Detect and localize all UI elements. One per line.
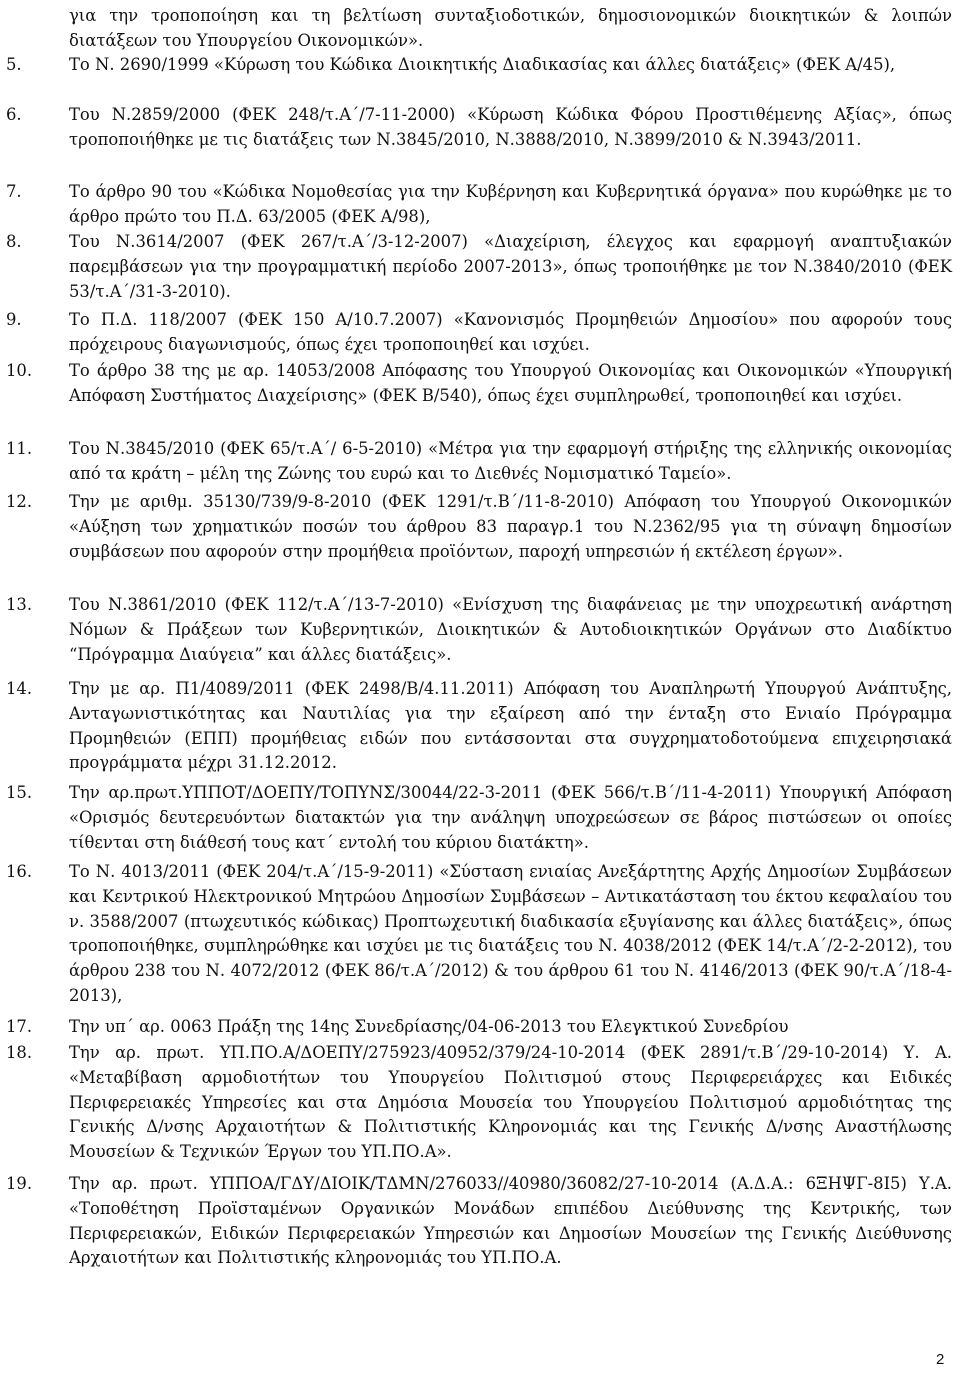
item-number: 19. [6, 1174, 33, 1193]
item-number: 5. [6, 55, 22, 74]
page-number: 2 [936, 1351, 945, 1368]
item-number: 9. [6, 310, 22, 329]
item-number: 7. [6, 182, 22, 201]
item-text: Το Π.Δ. 118/2007 (ΦΕΚ 150 Α/10.7.2007) «Κανονισμός Προμηθειών Δημοσίου» που αφορούν τους πρόχειρους διαγωνισμούς, όπως έχει τροποποιηθεί και ισχύει. [69, 310, 952, 354]
item-number: 17. [6, 1017, 33, 1036]
item-number: 10. [6, 361, 33, 380]
item-text: Το άρθρο 90 του «Κώδικα Νομοθεσίας για την Κυβέρνηση και Κυβερνητικά όργανα» που κυρώθηκε με το άρθρο πρώτο του Π.Δ. 63/2005 (ΦΕΚ Α/98), [69, 182, 952, 226]
item-text: Το Ν. 2690/1999 «Κύρωση του Κώδικα Διοικητικής Διαδικασίας και άλλες διατάξεις» (ΦΕΚ Α/45), [69, 55, 896, 74]
item-number: 11. [6, 439, 33, 458]
item-text: Του Ν.3614/2007 (ΦΕΚ 267/τ.Α΄/3-12-2007) «Διαχείριση, έλεγχος και εφαρμογή αναπτυξιακών παρεμβάσεων για την προγραμματική περίοδο 2007-2013», όπως τροποιήθηκε με τον Ν.3840/2010 (ΦΕΚ 53/τ.Α΄/31-3-2010). [69, 232, 952, 301]
item-number: 8. [6, 232, 22, 251]
item-text: Την αρ.πρωτ.ΥΠΠΟΤ/ΔΟΕΠΥ/ΤΟΠΥΝΣ/30044/22-3-2011 (ΦΕΚ 566/τ.Β΄/11-4-2011) Υπουργική Απόφαση «Ορισμός δευτερευόντων διατακτών για την ανάληψη υποχρεώσεων σε βάρος πιστώσεων οι οποίες τίθενται στη διάθεσή τους κατ΄ εντολή του κύριου διατάκτη». [69, 783, 952, 852]
item-text: Την με αριθμ. 35130/739/9-8-2010 (ΦΕΚ 1291/τ.Β΄/11-8-2010) Απόφαση του Υπουργού Οικονομικών «Αύξηση των χρηματικών ποσών του άρθρου 83 παραγρ.1 του Ν.2362/95 για τη σύναψη δημοσίων συμβάσεων που αφορούν στην προμήθεια προϊόντων, παροχή υπηρεσιών ή εκτέλεση έργων». [69, 492, 952, 561]
item-text: Την με αρ. Π1/4089/2011 (ΦΕΚ 2498/Β/4.11.2011) Απόφαση του Αναπληρωτή Υπουργού Ανάπτυξης, Ανταγωνιστικότητας και Ναυτιλίας για την εξαίρεση από την ένταξη στο Ενιαίο Πρόγραμμα Προμηθειών (ΕΠΠ) προμήθειας ειδών που εντάσσονται στα συγχρηματοδοτούμενα επιχειρησιακά προγράμματα μέχρι 31.12.2012. [69, 679, 952, 773]
item-number: 18. [6, 1043, 33, 1062]
item-number: 15. [6, 783, 33, 802]
item-number: 6. [6, 105, 22, 124]
item-text: Την υπ΄ αρ. 0063 Πράξη της 14ης Συνεδρίασης/04-06-2013 του Ελεγκτικού Συνεδρίου [69, 1017, 789, 1036]
item-text: Του Ν.2859/2000 (ΦΕΚ 248/τ.Α΄/7-11-2000) «Κύρωση Κώδικα Φόρου Προστιθέμενης Αξίας», όπως τροποποιήθηκε με τις διατάξεις των Ν.3845/2010, Ν.3888/2010, Ν.3899/2010 & Ν.3943/2011. [69, 105, 952, 149]
item-text: για την τροποποίηση και τη βελτίωση συνταξιοδοτικών, δημοσιονομικών διοικητικών & λοιπών διατάξεων του Υπουργείου Οικονομικών». [69, 6, 952, 50]
item-text: Του Ν.3845/2010 (ΦΕΚ 65/τ.Α΄/ 6-5-2010) «Μέτρα για την εφαρμογή στήριξης της ελληνικής οικονομίας από τα κράτη – μέλη της Ζώνης του ευρώ και το Διεθνές Νομισματικό Ταμείο». [69, 439, 952, 483]
item-text: Το άρθρο 38 της με αρ. 14053/2008 Απόφασης του Υπουργού Οικονομίας και Οικονομικών «Υπουργική Απόφαση Συστήματος Διαχείρισης» (ΦΕΚ Β/540), όπως έχει συμπληρωθεί, τροποποιηθεί και ισχύει. [69, 361, 952, 405]
item-number: 14. [6, 679, 33, 698]
item-text: Την αρ. πρωτ. ΥΠΠΟΑ/ΓΔΥ/ΔΙΟΙΚ/ΤΔΜΝ/276033//40980/36082/27-10-2014 (Α.Δ.Α.: 6ΞΗΨΓ-8Ι5) Υ.Α. «Τοποθέτηση Προϊσταμένων Οργανικών Μονάδων επιπέδου Διεύθυνσης της Κεντρικής, των Περιφερειακών, Ειδικών Περιφερειακών Υπηρεσιών και Δημοσίων Μουσείων της Γενικής Διεύθυνσης Αρχαιοτήτων και Πολιτιστικής κληρονομιάς του ΥΠ.ΠΟ.Α. [69, 1174, 952, 1268]
item-number: 13. [6, 595, 33, 614]
item-text: Το Ν. 4013/2011 (ΦΕΚ 204/τ.Α΄/15-9-2011) «Σύσταση ενιαίας Ανεξάρτητης Αρχής Δημοσίων Συμβάσεων και Κεντρικού Ηλεκτρονικού Μητρώου Δημοσίων Συμβάσεων – Αντικατάσταση του έκτου κεφαλαίου του ν. 3588/2007 (πτωχευτικός κώδικας) Προπτωχευτική διαδικασία εξυγίανσης και άλλες διατάξεις», όπως τροποποιήθηκε, συμπληρώθηκε και ισχύει με τις διατάξεις του Ν. 4038/2012 (ΦΕΚ 14/τ.Α΄/2-2-2012), του άρθρου 238 του Ν. 4072/2012 (ΦΕΚ 86/τ.Α΄/2012) & του άρθρου 61 του Ν. 4146/2013 (ΦΕΚ 90/τ.Α΄/18-4-2013), [69, 862, 952, 1005]
item-number: 16. [6, 862, 33, 881]
item-text: Του Ν.3861/2010 (ΦΕΚ 112/τ.Α΄/13-7-2010) «Ενίσχυση της διαφάνειας με την υποχρεωτική ανάρτηση Νόμων & Πράξεων των Κυβερνητικών, Διοικητικών & Αυτοδιοικητικών Οργάνων στο Διαδίκτυο “Πρόγραμμα Διαύγεια” και άλλες διατάξεις». [69, 595, 952, 664]
item-number: 12. [6, 492, 33, 511]
item-text: Την αρ. πρωτ. ΥΠ.ΠΟ.Α/ΔΟΕΠΥ/275923/40952/379/24-10-2014 (ΦΕΚ 2891/τ.Β΄/29-10-2014) Υ. Α. «Μεταβίβαση αρμοδιοτήτων του Υπουργείου Πολιτισμού στους Περιφερειάρχες και Ειδικές Περιφερειακές Υπηρεσίες και στα Δημόσια Μουσεία του Υπουργείου Πολιτισμού αρμοδιότητας της Γενικής Δ/νσης Αρχαιοτήτων & Πολιτιστικής Κληρονομιάς και της Γενικής Δ/νσης Αναστήλωσης Μουσείων & Τεχνικών Έργων του ΥΠ.ΠΟ.Α». [69, 1043, 952, 1162]
